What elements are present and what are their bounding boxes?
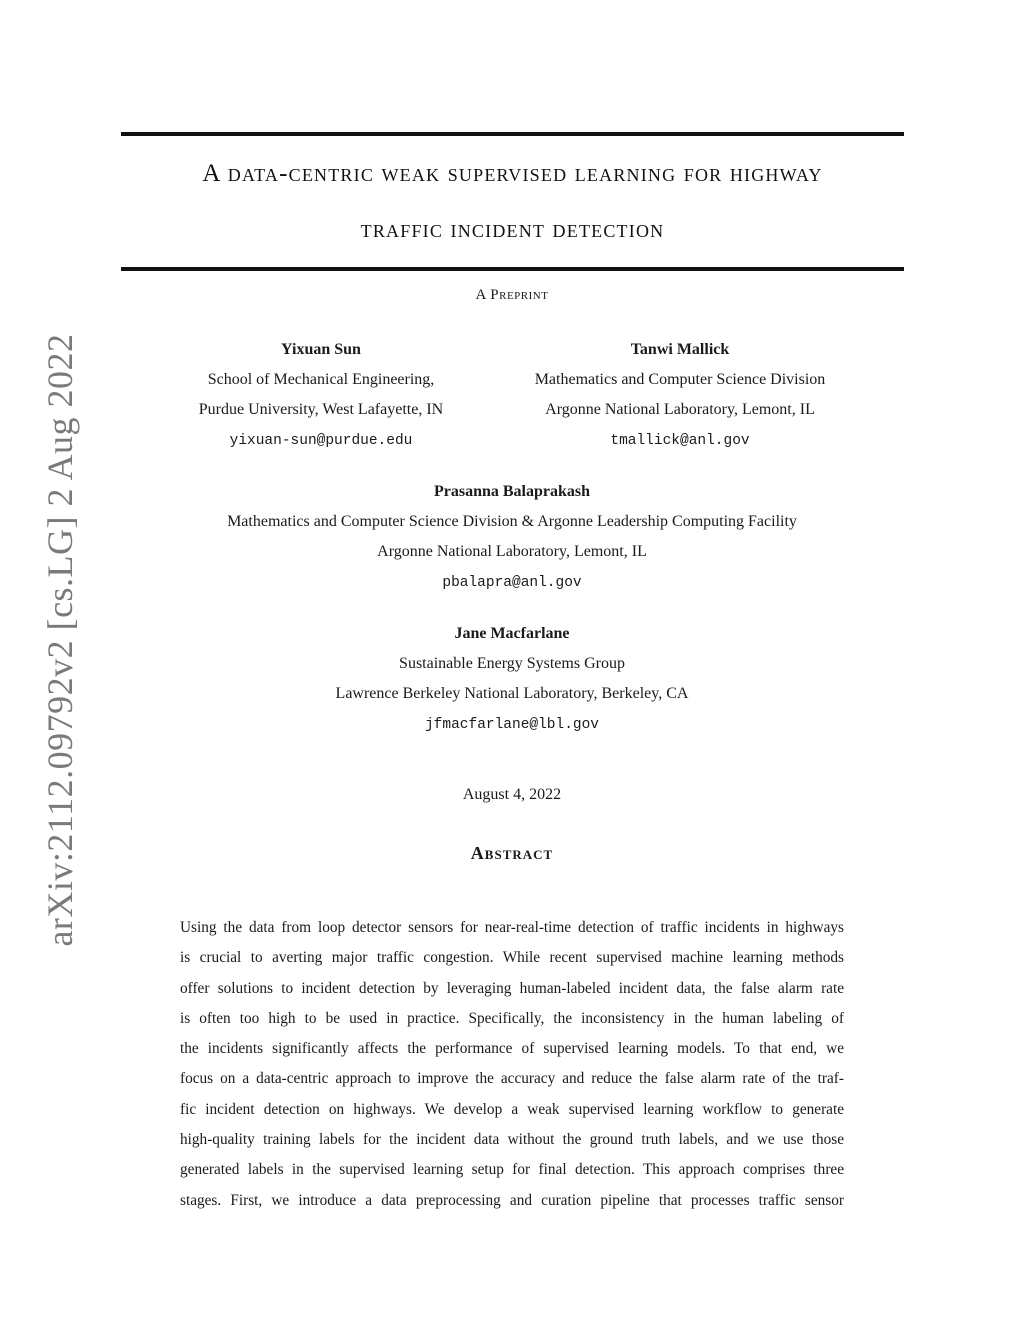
author-name-balaprakash: Prasanna Balaprakash (433, 483, 591, 500)
author-affiliation: Argonne National Laboratory, Lemont, IL (545, 401, 815, 418)
abstract-line: generated labels in the supervised learning setup for final detection. This approach comprises three (180, 1161, 844, 1179)
author-affiliation: Sustainable Energy Systems Group (399, 655, 625, 672)
author-email[interactable]: jfmacfarlane@lbl.gov (424, 717, 600, 733)
abstract-line: is crucial to averting major traffic congestion. While recent supervised machine learning methods (180, 949, 844, 967)
paper-title-line-2: traffic incident detection (360, 216, 665, 243)
author-affiliation: Argonne National Laboratory, Lemont, IL (377, 543, 647, 560)
paper-title-line-1: A data-centric weak supervised learning for highway (202, 160, 823, 187)
author-affiliation: Mathematics and Computer Science Division (534, 371, 826, 388)
author-email[interactable]: pbalapra@anl.gov (442, 575, 582, 591)
author-affiliation: Mathematics and Computer Science Division & Argonne Leadership Computing Facility (227, 513, 797, 530)
author-affiliation: School of Mechanical Engineering, (207, 371, 435, 388)
abstract-line: Using the data from loop detector sensors for near-real-time detection of traffic incidents in highways (180, 919, 844, 936)
author-affiliation: Purdue University, West Lafayette, IN (198, 401, 444, 418)
title-top-rule (121, 132, 904, 136)
author-name-mallick: Tanwi Mallick (630, 341, 730, 358)
abstract-body (180, 913, 844, 1216)
abstract-line: stages. First, we introduce a data preprocessing and curation pipeline that processes traffic sensor (180, 1191, 844, 1209)
author-name-sun: Yixuan Sun (281, 341, 361, 358)
preprint-label: A Preprint (475, 287, 549, 303)
title-bottom-rule (121, 267, 904, 271)
author-email[interactable]: yixuan-sun@purdue.edu (229, 433, 413, 449)
abstract-heading: Abstract (470, 843, 554, 863)
author-affiliation: Lawrence Berkeley National Laboratory, Berkeley, CA (335, 685, 689, 702)
abstract-line: the incidents significantly affects the performance of supervised learning models. To that end, we (180, 1040, 844, 1058)
arxiv-identifier: arXiv:2112.09792v2 [cs.LG] 2 Aug 2022 (40, 333, 80, 947)
abstract-line: offer solutions to incident detection by leveraging human-labeled incident data, the false alarm rate (180, 979, 844, 997)
author-email[interactable]: tmallick@anl.gov (610, 433, 750, 449)
abstract-line: high-quality training labels for the incident data without the ground truth labels, and we use those (180, 1131, 844, 1149)
author-name-macfarlane: Jane Macfarlane (454, 625, 570, 642)
abstract-line: focus on a data-centric approach to improve the accuracy and reduce the false alarm rate of the traf- (180, 1070, 844, 1088)
publication-date: August 4, 2022 (462, 786, 562, 803)
abstract-line: is often too high to be used in practice. Specifically, the inconsistency in the human labeling of (180, 1009, 844, 1027)
abstract-line: fic incident detection on highways. We develop a weak supervised learning workflow to generate (180, 1100, 844, 1118)
